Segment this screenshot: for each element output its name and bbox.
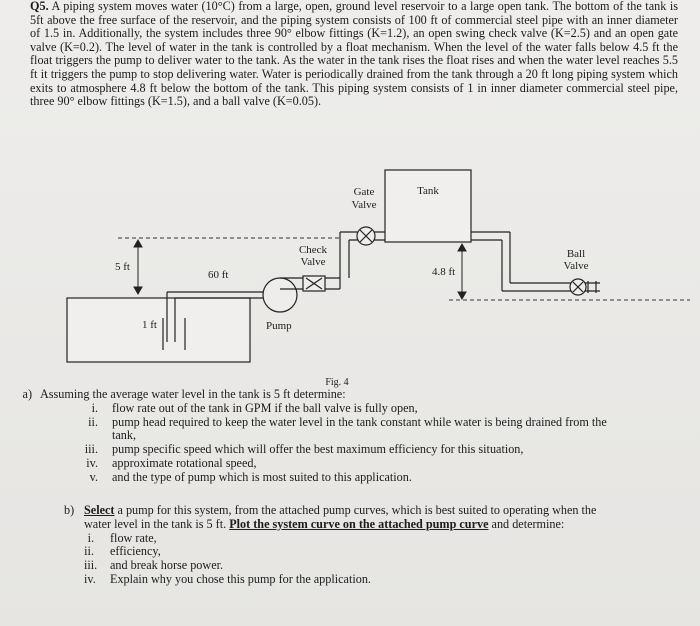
item-text: approximate rotational speed, <box>112 455 257 470</box>
item-number: iii. <box>84 558 98 573</box>
part-b-header <box>64 504 624 532</box>
item-number: iv. <box>84 571 96 586</box>
part-a-label: a) <box>22 387 32 401</box>
item-number: iii. <box>84 442 98 457</box>
item-number: iv. <box>86 455 98 470</box>
item-text: flow rate, <box>110 530 157 545</box>
reservoir <box>67 298 250 362</box>
ball-valve-label-1: Ball <box>566 248 586 260</box>
part-b-item <box>84 559 624 573</box>
item-number: ii. <box>88 414 98 429</box>
gate-valve-label-2: Valve <box>351 199 377 211</box>
dim-5ft-label: 5 ft <box>115 261 130 273</box>
plot-emphasis: Plot the system curve on the attached pump curve <box>229 516 489 531</box>
problem-text: A piping system moves water (10°C) from a large, open, ground level reservoir to a large open tank. The bottom of the tank is 5ft above the free surface of the reservoir, and the piping system consists of 100 ft of commercial steel pipe with an inner diameter of 1.5 in. Additionally, the system includes three 90° elbow fittings (K=1.2), an open swing check valve (K=2.5) and an open gate valve (K=0.2). The level of water in the tank is controlled by a float mechanism. When the level of the water falls below 4.5 ft the float triggers the pump to deliver water to the tank. As the water in the tank rises the float rises and when the water level reaches 5.5 ft it triggers the pump to stop delivering water. Water is periodically drained from the tank through a 20 ft long piping system which exits to atmosphere 4.8 ft below the bottom of the tank. This piping system consists of 1 in inner diameter commercial steel pipe, three 90° elbow fittings (K=1.5), and a ball valve (K=0.05). <box>30 0 679 109</box>
part-a <box>22 387 632 485</box>
part-a-header <box>16 388 632 402</box>
gate-valve-label-1: Gate <box>353 186 375 198</box>
item-text: flow rate out of the tank in GPM if the ball valve is fully open, <box>112 400 418 415</box>
part-b-item <box>84 573 624 587</box>
pump-label: Pump <box>266 320 292 332</box>
ball-valve-label-2: Valve <box>563 260 589 272</box>
tank <box>385 170 471 242</box>
item-text: Explain why you chose this pump for the application. <box>110 571 371 586</box>
check-valve-label-2: Valve <box>300 256 326 268</box>
part-a-intro: Assuming the average water level in the tank is 5 ft determine: <box>40 387 346 401</box>
item-text: pump specific speed which will offer the best maximum efficiency for this situation, <box>112 442 524 457</box>
part-b <box>64 503 624 587</box>
part-a-item <box>72 402 632 416</box>
part-a-item <box>72 457 632 471</box>
part-b-intro-text: a pump for this system, from the attached pump curves, which is best suited to operating when the water level in the tank is 5 ft. <box>84 503 597 531</box>
part-a-item <box>72 443 632 457</box>
item-text: pump head required to keep the water level in the tank constant while water is being drained from the tank, <box>112 414 607 443</box>
tank-label: Tank <box>417 185 439 197</box>
item-number: i. <box>87 530 94 545</box>
dim-48ft-label: 4.8 ft <box>432 266 456 278</box>
pump-circle <box>263 278 297 312</box>
part-b-item <box>84 545 624 559</box>
question-number: Q5. <box>30 0 49 13</box>
select-emphasis: Select <box>84 503 115 517</box>
part-a-item <box>72 416 632 444</box>
part-b-item <box>84 532 624 546</box>
item-text: and the type of pump which is most suited to this application. <box>112 469 412 484</box>
figure-caption: Fig. 4 <box>325 377 349 388</box>
item-number: ii. <box>84 544 94 559</box>
check-valve-label-1: Check <box>298 244 328 256</box>
part-b-intro-end: and determine: <box>488 516 565 531</box>
item-number: v. <box>89 469 98 484</box>
item-text: efficiency, <box>110 544 161 559</box>
part-a-item <box>72 471 632 485</box>
dim-1ft-label: 1 ft <box>142 319 157 331</box>
part-b-intro <box>84 504 624 532</box>
item-number: i. <box>91 400 98 415</box>
part-b-label: b) <box>64 503 75 517</box>
dim-60ft-label: 60 ft <box>208 269 229 281</box>
item-text: and break horse power. <box>110 558 224 573</box>
